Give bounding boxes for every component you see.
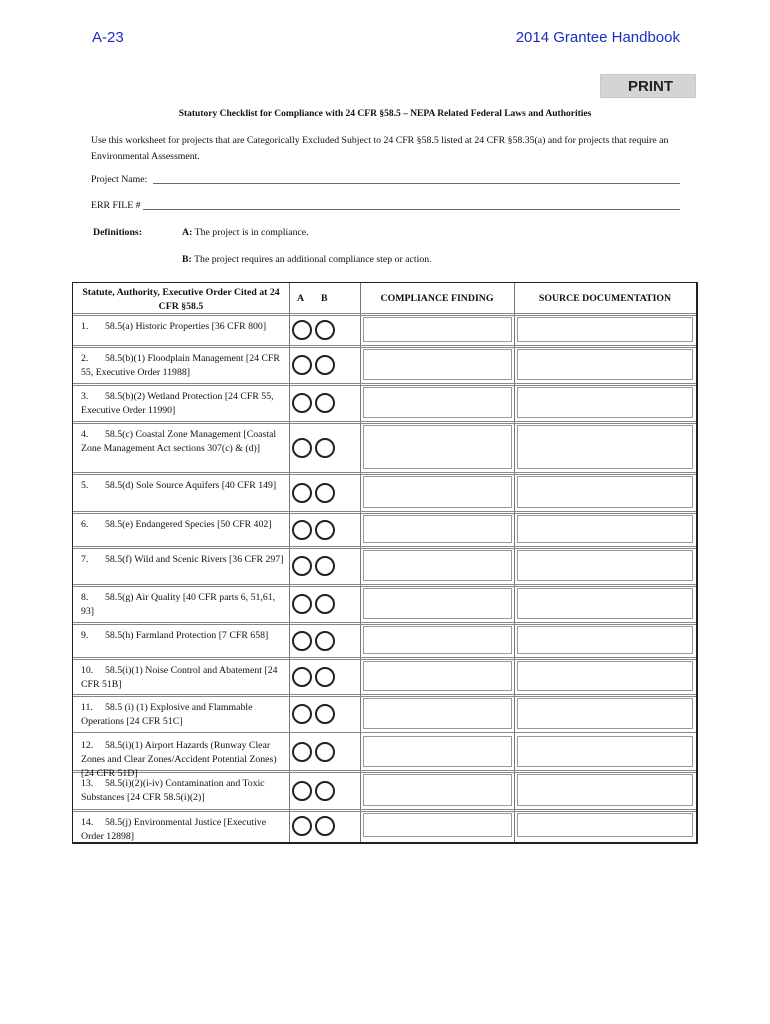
definition-b <box>182 254 432 265</box>
table-row <box>73 547 696 585</box>
statute-cell <box>81 701 286 729</box>
document-title: Statutory Checklist for Compliance with 24 CFR §58.5 – NEPA Related Federal Laws and Authorities <box>178 109 592 119</box>
table-row <box>73 733 696 779</box>
row-number: 13. <box>81 778 94 789</box>
definition-b-text: The project requires an additional compliance step or action. <box>194 254 432 265</box>
statute-cell <box>81 664 286 692</box>
statute-cell <box>81 479 286 493</box>
compliance-finding-field[interactable] <box>363 736 512 767</box>
statute-cell <box>81 352 286 380</box>
intro-text: Use this worksheet for projects that are Categorically Excluded Subject to 24 CFR §58.5 listed at 24 CFR §58.35(a) and for projects that require an Environmental Assessment. <box>91 135 669 162</box>
row-number: 4. <box>81 429 89 440</box>
statute-column-header: Statute, Authority, Executive Order Cited at 24 CFR §58.5 <box>82 287 280 312</box>
row-number: 2. <box>81 353 89 364</box>
source-documentation-field[interactable] <box>517 476 693 508</box>
table-row <box>73 422 696 473</box>
err-file-label: ERR FILE # <box>91 200 141 211</box>
row-number: 8. <box>81 592 89 603</box>
source-documentation-field[interactable] <box>517 515 693 543</box>
compliance-b-radio[interactable] <box>315 704 335 724</box>
source-documentation-field[interactable] <box>517 349 693 380</box>
statute-text: 58.5(j) Environmental Justice [Executive Order 12898] <box>81 817 267 842</box>
statute-text: 58.5(i)(1) Noise Control and Abatement [24 CFR 51B] <box>81 665 278 690</box>
compliance-a-radio[interactable] <box>292 320 312 340</box>
source-documentation-field[interactable] <box>517 550 693 581</box>
table-row <box>73 585 696 623</box>
source-documentation-field[interactable] <box>517 813 693 837</box>
compliance-finding-field[interactable] <box>363 515 512 543</box>
compliance-finding-field[interactable] <box>363 349 512 380</box>
print-button[interactable]: PRINT <box>600 74 696 98</box>
source-documentation-field[interactable] <box>517 317 693 342</box>
statute-cell <box>81 390 286 418</box>
project-name-label: Project Name: <box>91 174 148 185</box>
compliance-finding-field[interactable] <box>363 317 512 342</box>
row-number: 1. <box>81 321 89 332</box>
row-number: 6. <box>81 519 89 530</box>
compliance-b-radio[interactable] <box>315 667 335 687</box>
compliance-b-radio[interactable] <box>315 483 335 503</box>
source-documentation-header: SOURCE DOCUMENTATION <box>538 293 672 304</box>
table-row <box>73 623 696 658</box>
definition-a-text: The project is in compliance. <box>194 227 309 238</box>
compliance-a-radio[interactable] <box>292 667 312 687</box>
compliance-b-radio[interactable] <box>315 594 335 614</box>
statute-text: 58.5 (i) (1) Explosive and Flammable Operations [24 CFR 51C] <box>81 702 253 727</box>
table-row <box>73 473 696 512</box>
statute-cell <box>81 320 286 334</box>
compliance-a-radio[interactable] <box>292 816 312 836</box>
statute-cell <box>81 629 286 643</box>
source-documentation-field[interactable] <box>517 774 693 806</box>
compliance-finding-field[interactable] <box>363 550 512 581</box>
statute-text: 58.5(f) Wild and Scenic Rivers [36 CFR 297] <box>105 554 284 565</box>
source-documentation-field[interactable] <box>517 425 693 469</box>
row-number: 7. <box>81 554 89 565</box>
statute-text: 58.5(g) Air Quality [40 CFR parts 6, 51,61, 93] <box>81 592 276 617</box>
statute-cell <box>81 428 286 456</box>
row-number: 11. <box>81 702 93 713</box>
table-row <box>73 658 696 695</box>
statute-cell <box>81 518 286 532</box>
statute-text: 58.5(b)(2) Wetland Protection [24 CFR 55, Executive Order 11990] <box>81 391 274 416</box>
column-b-header: B <box>321 293 328 304</box>
compliance-a-radio[interactable] <box>292 781 312 801</box>
compliance-finding-field[interactable] <box>363 626 512 654</box>
compliance-b-radio[interactable] <box>315 438 335 458</box>
handbook-title: 2014 Grantee Handbook <box>515 29 680 46</box>
statute-text: 58.5(c) Coastal Zone Management [Coastal Zone Management Act sections 307(c) & (d)] <box>81 429 277 454</box>
compliance-b-radio[interactable] <box>315 742 335 762</box>
definition-a-key: A: <box>182 227 193 238</box>
page-number: A-23 <box>92 29 124 46</box>
compliance-b-radio[interactable] <box>315 781 335 801</box>
statute-text: 58.5(e) Endangered Species [50 CFR 402] <box>105 519 272 530</box>
compliance-a-radio[interactable] <box>292 704 312 724</box>
row-number: 9. <box>81 630 89 641</box>
row-number: 12. <box>81 740 94 751</box>
compliance-a-radio[interactable] <box>292 556 312 576</box>
compliance-b-radio[interactable] <box>315 320 335 340</box>
compliance-finding-field[interactable] <box>363 476 512 508</box>
compliance-finding-field[interactable] <box>363 774 512 806</box>
definition-b-key: B: <box>182 254 192 265</box>
column-a-header: A <box>297 293 305 304</box>
compliance-finding-field[interactable] <box>363 698 512 729</box>
compliance-finding-field[interactable] <box>363 661 512 691</box>
compliance-a-radio[interactable] <box>292 594 312 614</box>
statute-text: 58.5(b)(1) Floodplain Management [24 CFR 55, Executive Order 11988] <box>81 353 280 378</box>
table-row <box>73 695 696 733</box>
row-number: 10. <box>81 665 94 676</box>
statute-cell <box>81 591 286 619</box>
project-name-field[interactable] <box>153 183 680 184</box>
compliance-a-radio[interactable] <box>292 438 312 458</box>
compliance-finding-field[interactable] <box>363 387 512 418</box>
compliance-a-radio[interactable] <box>292 742 312 762</box>
compliance-a-radio[interactable] <box>292 355 312 375</box>
err-file-field[interactable] <box>143 209 680 210</box>
table-row <box>73 771 696 810</box>
source-documentation-field[interactable] <box>517 661 693 691</box>
compliance-checklist-table <box>72 282 698 844</box>
statute-text: 58.5(h) Farmland Protection [7 CFR 658] <box>105 630 269 641</box>
compliance-a-radio[interactable] <box>292 393 312 413</box>
statute-text: 58.5(i)(1) Airport Hazards (Runway Clear Zones and Clear Zones/Accident Potential Zones) [24 CFR 51D] <box>81 740 277 779</box>
definitions-label: Definitions: <box>93 227 142 238</box>
source-documentation-field[interactable] <box>517 387 693 418</box>
source-documentation-field[interactable] <box>517 588 693 619</box>
table-row <box>73 346 696 384</box>
compliance-finding-field[interactable] <box>363 813 512 837</box>
row-number: 5. <box>81 480 89 491</box>
table-row <box>73 384 696 422</box>
compliance-b-radio[interactable] <box>315 393 335 413</box>
statute-text: 58.5(d) Sole Source Aquifers [40 CFR 149] <box>105 480 277 491</box>
definition-a <box>182 227 309 238</box>
source-documentation-field[interactable] <box>517 626 693 654</box>
compliance-b-radio[interactable] <box>315 355 335 375</box>
source-documentation-field[interactable] <box>517 736 693 767</box>
compliance-b-radio[interactable] <box>315 556 335 576</box>
row-number: 14. <box>81 817 94 828</box>
compliance-b-radio[interactable] <box>315 816 335 836</box>
table-row <box>73 314 696 346</box>
table-row <box>73 810 696 841</box>
statute-cell <box>81 816 286 844</box>
compliance-b-radio[interactable] <box>315 631 335 651</box>
statute-text: 58.5(i)(2)(i-iv) Contamination and Toxic Substances [24 CFR 58.5(i)(2)] <box>81 778 265 803</box>
source-documentation-field[interactable] <box>517 698 693 729</box>
statute-cell <box>81 553 286 567</box>
statute-cell <box>81 777 286 805</box>
compliance-a-radio[interactable] <box>292 520 312 540</box>
table-row <box>73 512 696 547</box>
compliance-finding-header: COMPLIANCE FINDING <box>380 293 494 304</box>
compliance-finding-field[interactable] <box>363 425 512 469</box>
compliance-a-radio[interactable] <box>292 483 312 503</box>
compliance-finding-field[interactable] <box>363 588 512 619</box>
row-number: 3. <box>81 391 89 402</box>
compliance-a-radio[interactable] <box>292 631 312 651</box>
compliance-b-radio[interactable] <box>315 520 335 540</box>
statute-text: 58.5(a) Historic Properties [36 CFR 800] <box>105 321 267 332</box>
